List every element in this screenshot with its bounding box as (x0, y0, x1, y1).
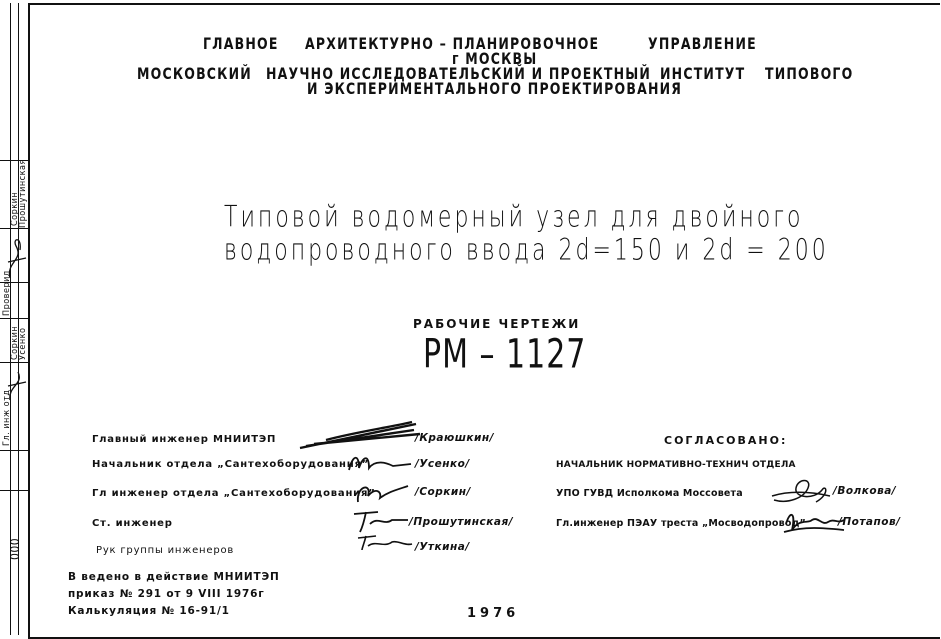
title-line1: Типовой водомерный узел для двойного (224, 200, 804, 235)
signature-role: Главный инженер МНИИТЭП (92, 434, 277, 445)
signature-scribble (296, 418, 426, 452)
strip-label: Гл. инж отд (2, 389, 12, 446)
strip-mark: 000 (8, 537, 22, 560)
signature-scribble (354, 532, 414, 554)
header-line1-b: АРХИТЕКТУРНО – ПЛАНИРОВОЧНОЕ (305, 34, 600, 53)
title-line2: водопроводного ввода 2d=150 и 2d = 200 (224, 233, 829, 268)
intro-line1: В ведено в действие МНИИТЭП (68, 571, 280, 583)
strip-label: Проверил (2, 270, 12, 316)
header-line3-c: ИНСТИТУТ (660, 64, 746, 83)
header-line3-b: НАУЧНО ИССЛЕДОВАТЕЛЬСКИЙ И ПРОЕКТНЫЙ (266, 64, 652, 83)
agreed-role: Гл.инженер ПЭАУ треста „Мосводопровод” (556, 518, 806, 529)
strip-signature (4, 232, 28, 282)
agreed-heading: СОГЛАСОВАНО: (664, 434, 788, 447)
signature-role: Рук группы инженеров (96, 545, 235, 556)
signature-name: /Уткина/ (415, 541, 470, 553)
strip-divider (0, 450, 28, 451)
strip-signature (4, 364, 28, 404)
agreed-role: УПО ГУВД Исполкома Моссовета (556, 488, 743, 499)
signature-name: /Прошутинская/ (409, 516, 514, 528)
strip-label: Соркин (10, 325, 20, 360)
agreed-name: /Потапов/ (838, 516, 901, 528)
strip-divider (0, 318, 28, 319)
signature-role: Начальник отдела „Сантехоборудования” (92, 459, 370, 470)
header-line3-a: МОСКОВСКИЙ (137, 64, 252, 83)
signature-scribble (782, 504, 846, 538)
signature-name: /Краюшкин/ (415, 432, 494, 444)
strip-divider (0, 228, 28, 229)
signature-scribble (768, 474, 834, 508)
signature-role: Гл инженер отдела „Сантехоборудования” (92, 488, 376, 499)
header-line1-c: УПРАВЛЕНИЕ (648, 34, 757, 53)
signature-role: Ст. инженер (92, 518, 173, 529)
strip-divider (0, 362, 28, 363)
intro-line3: Калькуляция № 16-91/1 (68, 605, 230, 617)
header-line2: г МОСКВЫ (452, 49, 538, 68)
signature-scribble (348, 506, 410, 534)
signature-name: /Соркин/ (415, 486, 471, 498)
intro-line2: приказ № 291 от 9 VIII 1976г (68, 588, 265, 600)
document-code: РМ – 1127 (423, 330, 587, 379)
strip-label: Усенко (18, 327, 28, 360)
agreed-name: /Волкова/ (833, 485, 897, 497)
year: 1976 (467, 606, 520, 621)
header-line4: И ЭКСПЕРИМЕНТАЛЬНОГО ПРОЕКТИРОВАНИЯ (307, 79, 683, 98)
header-line1-a: ГЛАВНОЕ (203, 34, 279, 53)
signature-scribble (345, 450, 415, 474)
subtitle: РАБОЧИЕ ЧЕРТЕЖИ (413, 317, 581, 331)
strip-label: Прошутинская (18, 159, 28, 228)
signature-scribble (352, 476, 412, 506)
strip-divider (0, 490, 28, 491)
header-line3-d: ТИПОВОГО (765, 64, 854, 83)
strip-label: Соркин (10, 191, 20, 226)
signature-name: /Усенко/ (415, 458, 470, 470)
agreed-role: НАЧАЛЬНИК НОРМАТИВНО-ТЕХНИЧ ОТДЕЛА (556, 460, 796, 470)
